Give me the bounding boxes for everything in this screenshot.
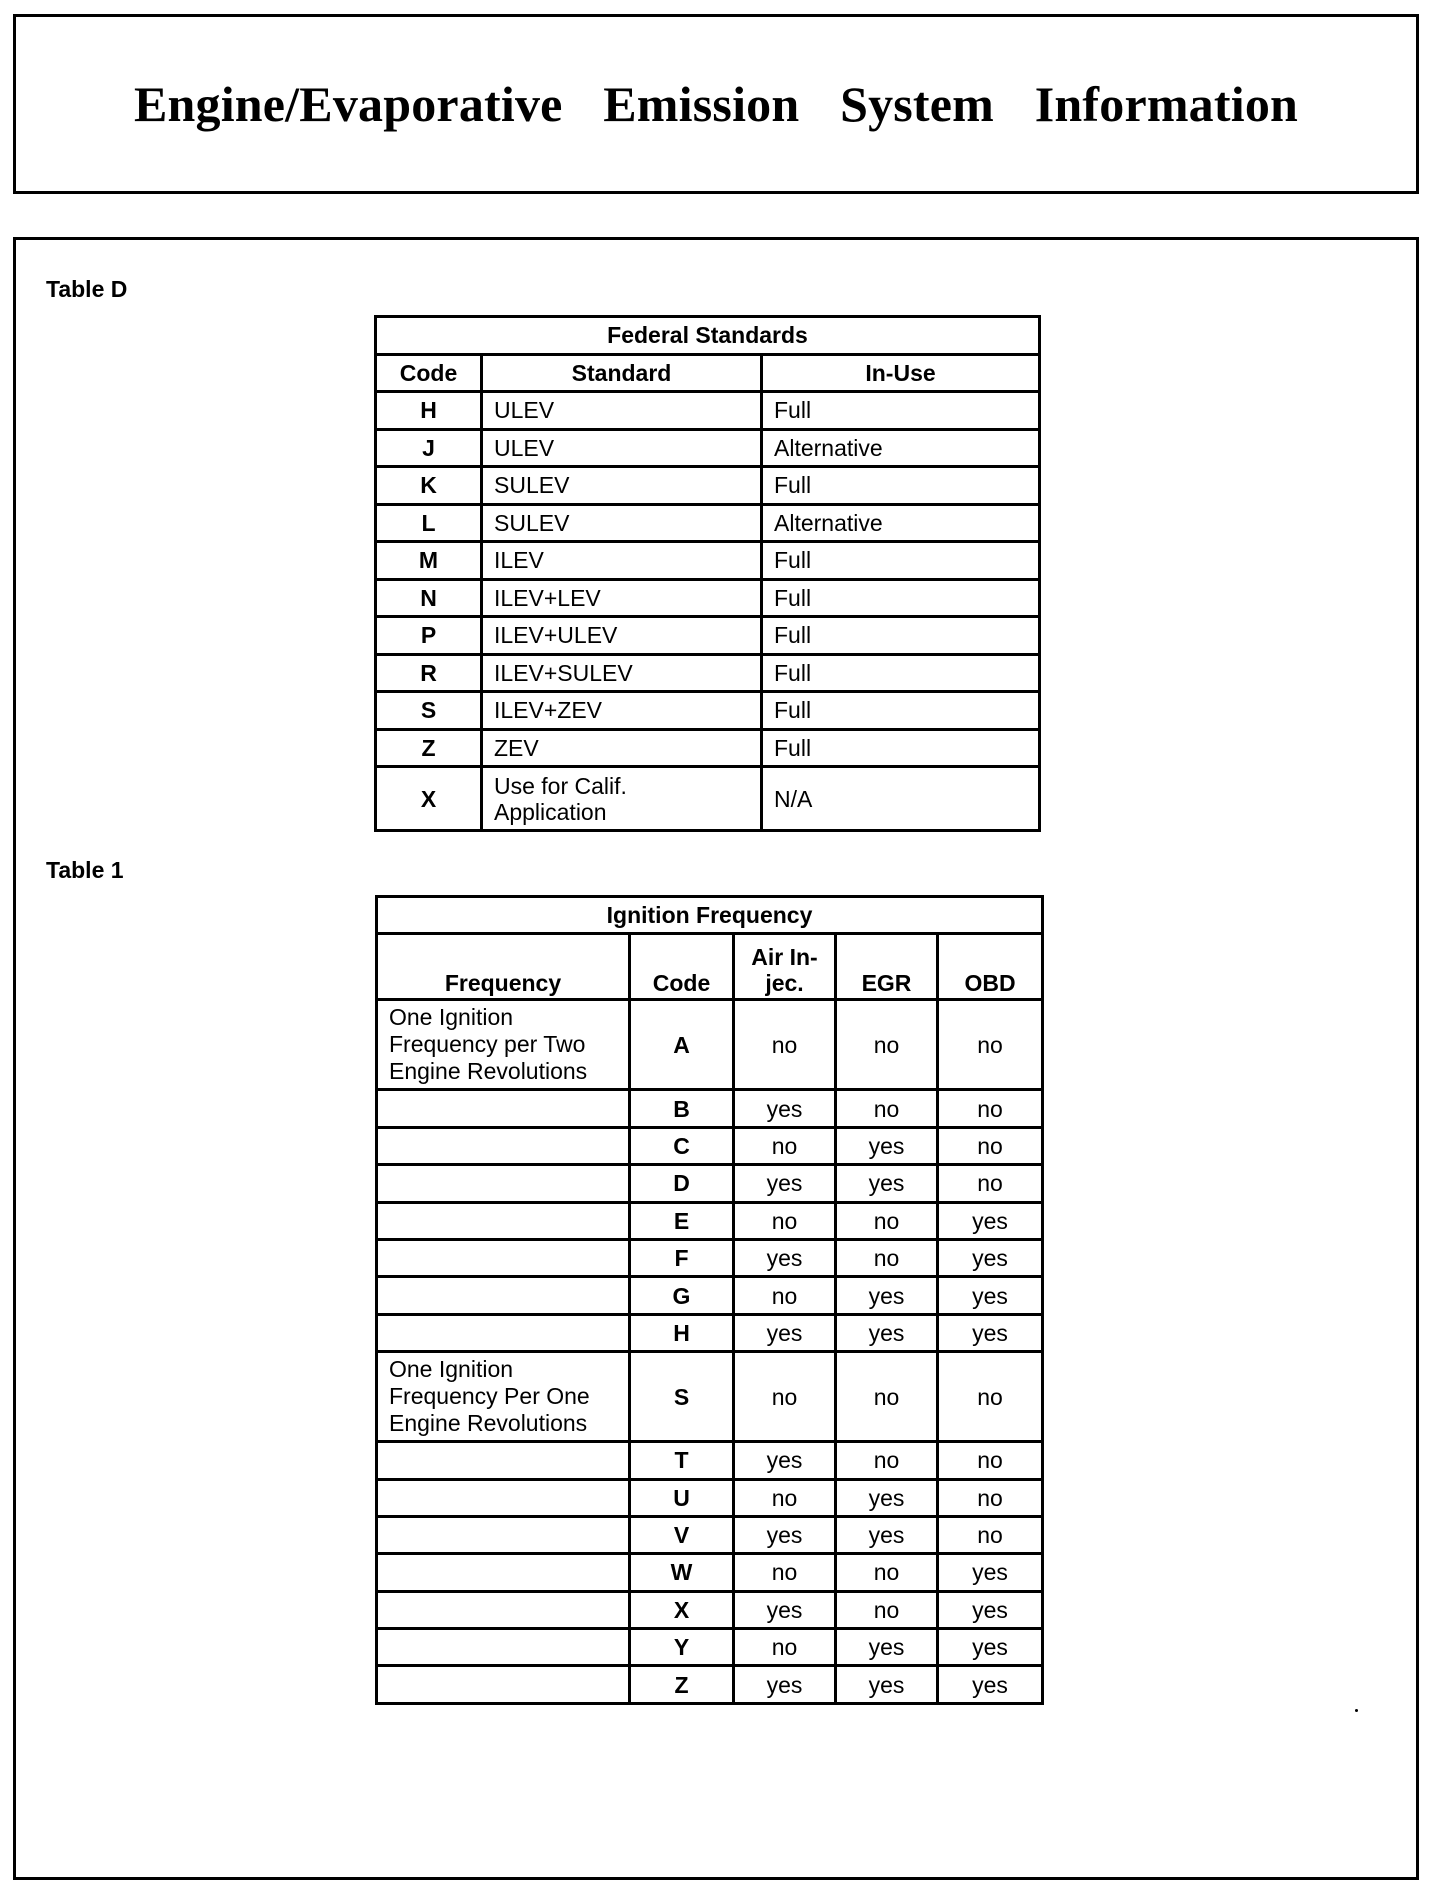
stray-dot xyxy=(1355,1709,1358,1712)
code-cell: A xyxy=(630,1000,734,1090)
standard-cell xyxy=(482,767,762,831)
obd-cell: no xyxy=(938,1479,1043,1516)
frequency-cell xyxy=(377,1314,630,1351)
standard-cell: SULEV xyxy=(482,504,762,542)
standard-cell: ILEV+ZEV xyxy=(482,692,762,730)
frequency-cell xyxy=(377,1090,630,1127)
obd-cell: yes xyxy=(938,1239,1043,1276)
table-row xyxy=(377,1165,1043,1202)
frequency-cell xyxy=(377,1591,630,1628)
column-header-standard: Standard xyxy=(482,354,762,392)
egr-cell: yes xyxy=(836,1314,938,1351)
table-row xyxy=(377,1516,1043,1553)
table-row xyxy=(376,467,1040,505)
code-cell: F xyxy=(630,1239,734,1276)
standard-cell: ILEV+LEV xyxy=(482,579,762,617)
column-header-obd: OBD xyxy=(938,934,1043,1000)
air-injection-cell: no xyxy=(734,1000,836,1090)
column-header-code: Code xyxy=(376,354,482,392)
table-row xyxy=(376,429,1040,467)
obd-cell: no xyxy=(938,1442,1043,1479)
air-injection-cell: yes xyxy=(734,1090,836,1127)
in-use-cell: N/A xyxy=(762,767,1040,831)
standard-cell: ZEV xyxy=(482,729,762,767)
egr-cell: yes xyxy=(836,1516,938,1553)
frequency-cell xyxy=(377,1516,630,1553)
obd-cell: no xyxy=(938,1165,1043,1202)
egr-cell: yes xyxy=(836,1277,938,1314)
table-row xyxy=(376,542,1040,580)
in-use-cell: Alternative xyxy=(762,504,1040,542)
table-row xyxy=(376,654,1040,692)
frequency-cell xyxy=(377,1000,630,1090)
code-cell: S xyxy=(376,692,482,730)
frequency-cell xyxy=(377,1165,630,1202)
in-use-cell: Full xyxy=(762,542,1040,580)
code-cell: C xyxy=(630,1127,734,1164)
table-row xyxy=(377,1629,1043,1666)
page-title: Engine/Evaporative Emission System Information xyxy=(133,76,1299,132)
air-injection-header-line: Air In- xyxy=(751,944,818,971)
egr-cell: no xyxy=(836,1239,938,1276)
code-cell: D xyxy=(630,1165,734,1202)
column-header-frequency: Frequency xyxy=(377,934,630,1000)
code-cell: U xyxy=(630,1479,734,1516)
table-row xyxy=(377,1554,1043,1591)
code-cell: L xyxy=(376,504,482,542)
air-injection-cell: no xyxy=(734,1277,836,1314)
code-cell: M xyxy=(376,542,482,580)
standard-cell: ILEV+SULEV xyxy=(482,654,762,692)
in-use-cell: Full xyxy=(762,617,1040,655)
frequency-cell xyxy=(377,1629,630,1666)
frequency-cell xyxy=(377,1442,630,1479)
code-cell: P xyxy=(376,617,482,655)
egr-cell: yes xyxy=(836,1165,938,1202)
code-cell: T xyxy=(630,1442,734,1479)
frequency-cell xyxy=(377,1202,630,1239)
frequency-cell xyxy=(377,1277,630,1314)
egr-cell: no xyxy=(836,1591,938,1628)
code-cell: X xyxy=(630,1591,734,1628)
table-row xyxy=(376,729,1040,767)
table-row xyxy=(376,617,1040,655)
air-injection-cell: yes xyxy=(734,1239,836,1276)
air-injection-cell: yes xyxy=(734,1314,836,1351)
egr-cell: yes xyxy=(836,1666,938,1703)
code-cell: W xyxy=(630,1554,734,1591)
table-row xyxy=(377,1090,1043,1127)
air-injection-cell: yes xyxy=(734,1516,836,1553)
code-cell: V xyxy=(630,1516,734,1553)
frequency-line: Engine Revolutions xyxy=(389,1410,588,1437)
code-cell: E xyxy=(630,1202,734,1239)
ignition-frequency-table xyxy=(375,895,1044,1705)
egr-cell: no xyxy=(836,1352,938,1442)
federal-standards-caption: Federal Standards xyxy=(376,317,1040,355)
table-row xyxy=(377,1442,1043,1479)
egr-cell: no xyxy=(836,1202,938,1239)
air-injection-cell: no xyxy=(734,1352,836,1442)
in-use-cell: Full xyxy=(762,654,1040,692)
standard-cell-line: Use for Calif. xyxy=(494,772,627,799)
table-row xyxy=(377,1352,1043,1442)
frequency-cell xyxy=(377,1554,630,1591)
frequency-cell xyxy=(377,1666,630,1703)
table-row xyxy=(377,1127,1043,1164)
egr-cell: no xyxy=(836,1442,938,1479)
table-row xyxy=(376,767,1040,831)
egr-cell: yes xyxy=(836,1127,938,1164)
table-row xyxy=(376,392,1040,430)
obd-cell: no xyxy=(938,1352,1043,1442)
frequency-line: Engine Revolutions xyxy=(389,1058,588,1085)
standard-cell: ILEV+ULEV xyxy=(482,617,762,655)
standard-cell: ULEV xyxy=(482,392,762,430)
frequency-cell xyxy=(377,1352,630,1442)
code-cell: K xyxy=(376,467,482,505)
in-use-cell: Full xyxy=(762,392,1040,430)
obd-cell: no xyxy=(938,1090,1043,1127)
obd-cell: no xyxy=(938,1516,1043,1553)
table-row xyxy=(377,1239,1043,1276)
table-d-label: Table D xyxy=(46,276,128,302)
in-use-cell: Full xyxy=(762,579,1040,617)
table-row xyxy=(376,504,1040,542)
air-injection-cell: yes xyxy=(734,1165,836,1202)
obd-cell: no xyxy=(938,1000,1043,1090)
code-cell: J xyxy=(376,429,482,467)
code-cell: B xyxy=(630,1090,734,1127)
air-injection-cell: no xyxy=(734,1629,836,1666)
in-use-cell: Alternative xyxy=(762,429,1040,467)
frequency-cell xyxy=(377,1239,630,1276)
obd-cell: yes xyxy=(938,1202,1043,1239)
code-cell: G xyxy=(630,1277,734,1314)
table-row xyxy=(377,1666,1043,1703)
table-row xyxy=(377,1202,1043,1239)
table-row xyxy=(377,1591,1043,1628)
code-cell: H xyxy=(376,392,482,430)
table-row xyxy=(376,579,1040,617)
in-use-cell: Full xyxy=(762,692,1040,730)
egr-cell: no xyxy=(836,1000,938,1090)
in-use-cell: Full xyxy=(762,729,1040,767)
table-row xyxy=(377,1277,1043,1314)
code-cell: X xyxy=(376,767,482,831)
code-cell: H xyxy=(630,1314,734,1351)
air-injection-header-line: jec. xyxy=(765,970,804,997)
egr-cell: no xyxy=(836,1554,938,1591)
in-use-cell: Full xyxy=(762,467,1040,505)
obd-cell: yes xyxy=(938,1591,1043,1628)
table-1-label: Table 1 xyxy=(46,857,124,883)
frequency-line: One Ignition xyxy=(389,1004,514,1031)
frequency-cell xyxy=(377,1479,630,1516)
table-row xyxy=(377,1000,1043,1090)
table-row xyxy=(376,692,1040,730)
obd-cell: yes xyxy=(938,1554,1043,1591)
federal-standards-table xyxy=(374,315,1041,832)
egr-cell: yes xyxy=(836,1479,938,1516)
obd-cell: yes xyxy=(938,1629,1043,1666)
egr-cell: no xyxy=(836,1090,938,1127)
title-box xyxy=(13,14,1419,194)
air-injection-cell: no xyxy=(734,1554,836,1591)
standard-cell: ILEV xyxy=(482,542,762,580)
obd-cell: yes xyxy=(938,1666,1043,1703)
obd-cell: no xyxy=(938,1127,1043,1164)
air-injection-cell: no xyxy=(734,1202,836,1239)
frequency-line: One Ignition xyxy=(389,1356,514,1383)
obd-cell: yes xyxy=(938,1314,1043,1351)
frequency-line: Frequency per Two xyxy=(389,1031,586,1058)
egr-cell: yes xyxy=(836,1629,938,1666)
frequency-line: Frequency Per One xyxy=(389,1383,590,1410)
code-cell: S xyxy=(630,1352,734,1442)
standard-cell: ULEV xyxy=(482,429,762,467)
code-cell: Z xyxy=(630,1666,734,1703)
code-cell: Z xyxy=(376,729,482,767)
air-injection-cell: no xyxy=(734,1479,836,1516)
column-header-in-use: In-Use xyxy=(762,354,1040,392)
air-injection-cell: no xyxy=(734,1127,836,1164)
table-row xyxy=(377,1314,1043,1351)
standard-cell: SULEV xyxy=(482,467,762,505)
table-row xyxy=(377,1479,1043,1516)
column-header-air-injection xyxy=(734,934,836,1000)
frequency-cell xyxy=(377,1127,630,1164)
air-injection-cell: yes xyxy=(734,1442,836,1479)
code-cell: R xyxy=(376,654,482,692)
air-injection-cell: yes xyxy=(734,1591,836,1628)
air-injection-cell: yes xyxy=(734,1666,836,1703)
code-cell: Y xyxy=(630,1629,734,1666)
column-header-code: Code xyxy=(630,934,734,1000)
code-cell: N xyxy=(376,579,482,617)
obd-cell: yes xyxy=(938,1277,1043,1314)
standard-cell-line: Application xyxy=(494,798,607,825)
column-header-egr: EGR xyxy=(836,934,938,1000)
ignition-frequency-caption: Ignition Frequency xyxy=(377,897,1043,934)
